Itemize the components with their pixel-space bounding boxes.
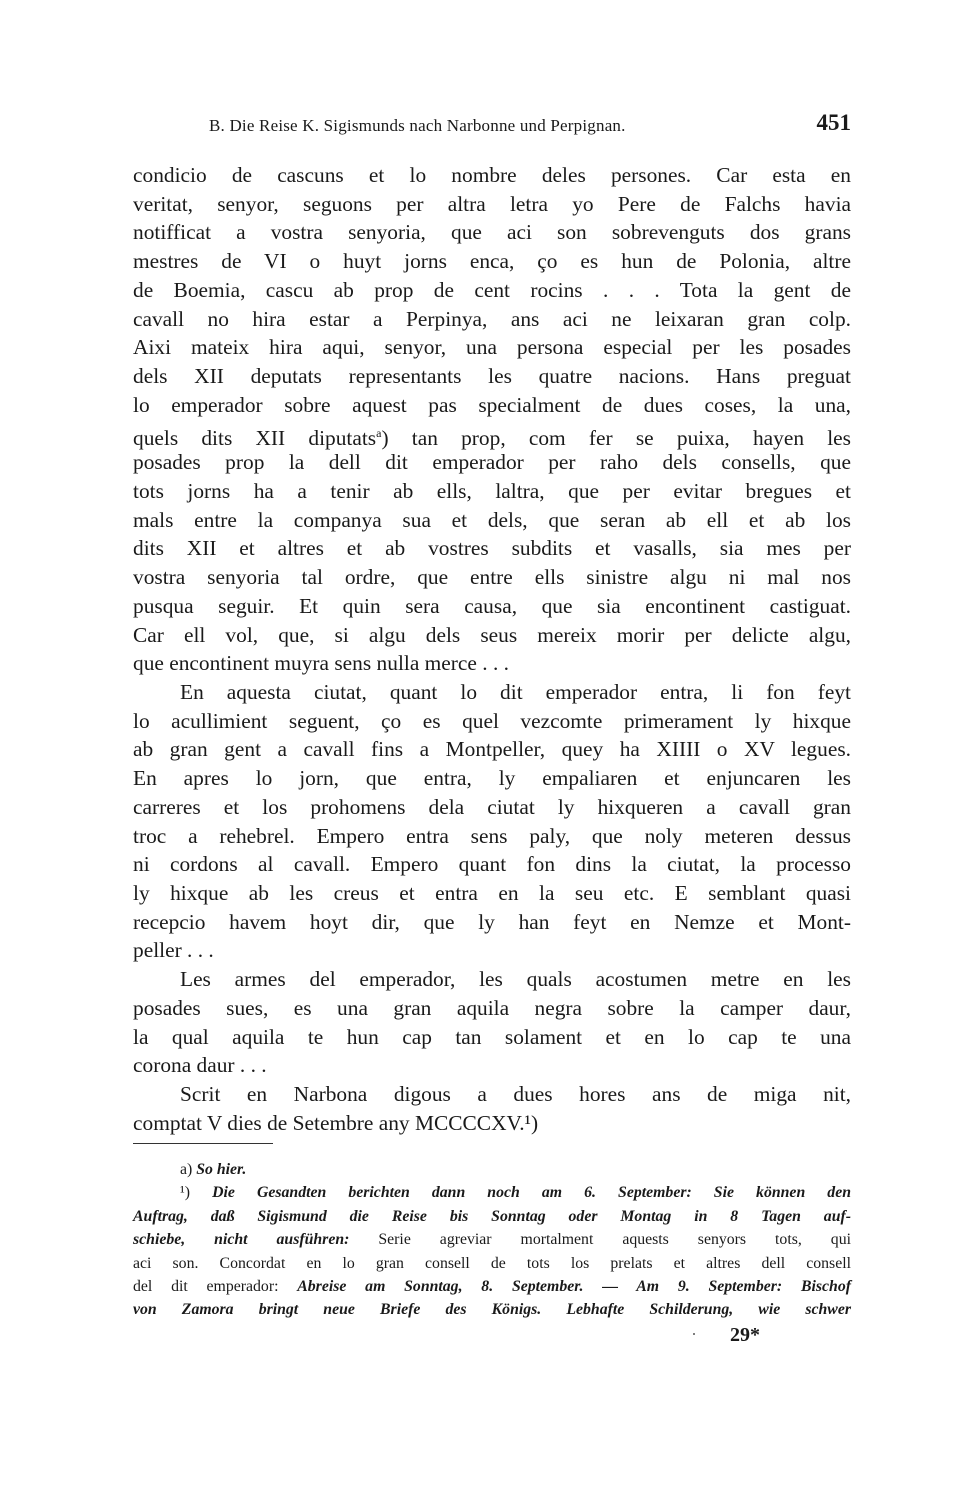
text-line: posades prop la dell dit emperador per raho dels consells, que (133, 450, 851, 475)
text-line: comptat V dies de Setembre any MCCCCXV.¹) (133, 1110, 539, 1135)
main-text (133, 161, 851, 1137)
text-line: troc a rehebrel. Empero entra sens paly, que noly meteren dessus (133, 823, 851, 848)
text-line: Aixi mateix hira aqui, senyor, una persona especial per les posades (133, 335, 851, 360)
text-line: dits XII et altres et ab vostres subdits et vasalls, sia mes per (133, 536, 851, 561)
text-line: Les armes del emperador, les quals acostumen metre en les (180, 967, 851, 992)
text-line: ly hixque ab les creus et entra en la seu etc. E semblant quasi (133, 880, 851, 905)
text-line: quels dits XII diputats$^a$) tan prop, com fer se puixa, hayen les (133, 426, 851, 451)
text-line: En apres lo jorn, que entra, ly empaliaren et enjuncaren les (133, 766, 851, 791)
text-line: ni cordons al cavall. Empero quant fon dins la ciutat, la processo (133, 852, 851, 877)
text-line: tots jorns ha a tenir ab ells, laltra, que per evitar bregues et (133, 478, 851, 503)
text-line: dels XII deputats representants les quatre nacions. Hans preguat (133, 364, 851, 389)
text-line: peller . . . (133, 938, 214, 963)
footnote-1-line: von Zamora bringt neue Briefe des Königs. Lebhafte Schilderung, wie schwer (133, 1301, 851, 1319)
text-line: corona daur . . . (133, 1053, 267, 1078)
footnote-1-italic: schiebe, nicht ausführen: (133, 1231, 350, 1249)
signature-mark: 29* (730, 1324, 760, 1346)
text-line: la qual aquila te hun cap tan solament et en lo cap te una (133, 1024, 851, 1049)
running-head: B. Die Reise K. Sigismunds nach Narbonne und Perpignan. (209, 116, 626, 135)
text-line: notifficat a vostra senyoria, que aci son sobrevenguts dos grans (133, 220, 851, 245)
footnote-1-line (133, 1228, 851, 1251)
footnote-1-line (133, 1275, 851, 1298)
footnote-1-text: Die Gesandten berichten dann noch am 6. September: Sie können den (212, 1184, 851, 1202)
text-line: recepcio havem hoyt dir, que ly han feyt en Nemze et Mont- (133, 909, 851, 934)
text-line: que encontinent muyra sens nulla merce . . . (133, 651, 509, 676)
text-line: posades sues, es una gran aquila negra sobre la camper daur, (133, 995, 851, 1020)
text-line: carreres et los prohomens dela ciutat ly hixqueren a cavall gran (133, 794, 851, 819)
text-line: Scrit en Narbona digous a dues hores ans de miga nit, (180, 1082, 851, 1106)
text-line: En aquesta ciutat, quant lo dit emperador entra, li fon feyt (180, 679, 851, 704)
page-number: 451 (816, 110, 851, 135)
text-line: pusqua seguir. Et quin sera causa, que sia encontinent castiguat. (133, 593, 851, 618)
footnote-a-text: So hier. (196, 1161, 247, 1178)
print-speck (693, 1333, 695, 1335)
footnote-1-line: Auftrag, daß Sigismund die Reise bis Sonntag oder Montag in 8 Tagen auf- (133, 1207, 851, 1225)
footnote-1-line: aci son. Concordat en lo gran consell de tots los prelats et altres dell consell (133, 1254, 851, 1272)
footnote-a-marker: a) (180, 1161, 193, 1178)
footnote-1-quote: del dit emperador: (133, 1278, 279, 1296)
text-line: ab gran gent a cavall fins a Montpeller, quey ha XIIII o XV legues. (133, 737, 851, 762)
text-line: lo emperador sobre aquest pas specialment de dues coses, la una, (133, 392, 851, 417)
text-line: veritat, senyor, seguons per altra letra yo Pere de Falchs havia (133, 191, 851, 216)
text-line: mestres de VI o huyt jorns enca, ço es hun de Polonia, altre (133, 249, 851, 274)
text-line: de Boemia, cascu ab prop de cent rocins . . . Tota la gent de (133, 277, 851, 302)
footnote-1-italic: Abreise am Sonntag, 8. September. — Am 9. September: Bischof (297, 1278, 851, 1296)
text-line: lo acullimient seguent, ço es quel vezcomte primerament ly hixque (133, 708, 851, 733)
text-line: cavall no hira estar a Perpinya, ans aci ne leixaran gran colp. (133, 306, 851, 331)
page-header (133, 110, 851, 144)
footnote-1-quote: Serie agreviar mortalment aquests senyors tots, qui (378, 1231, 851, 1249)
text-line: mals entre la companya sua et dels, que seran ab ell et ab los (133, 507, 851, 532)
footnote-1-marker: ¹) (180, 1184, 190, 1202)
text-line: Car ell vol, que, si algu dels seus mereix morir per delicte algu, (133, 622, 851, 647)
text-line: vostra senyoria tal ordre, que entre ells sinistre algu ni mal nos (133, 565, 851, 590)
footnote-a (133, 1158, 851, 1181)
text-line: condicio de cascuns et lo nombre deles persones. Car esta en (133, 163, 851, 187)
footnote-rule (133, 1143, 273, 1144)
footnotes (133, 1158, 851, 1322)
footnote-1-line (133, 1181, 851, 1204)
